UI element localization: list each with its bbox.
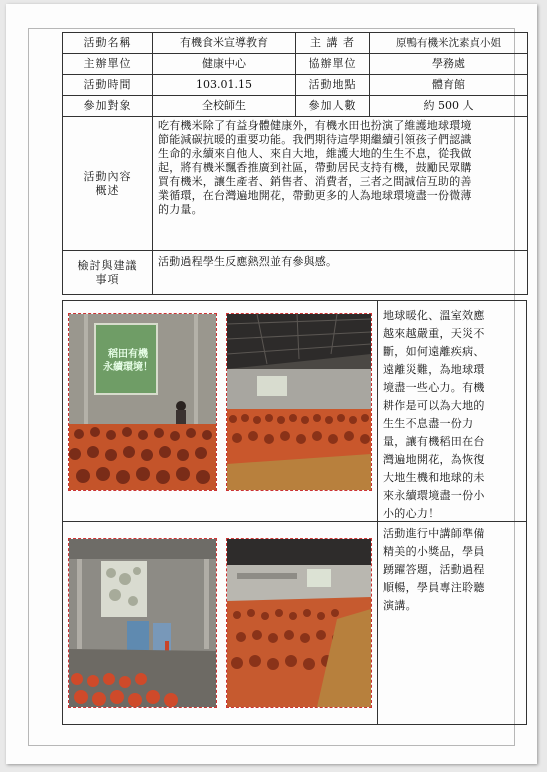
content-label bbox=[63, 117, 153, 251]
photo-grid bbox=[62, 300, 527, 725]
place-value: 體育館 bbox=[370, 75, 528, 96]
caption-line: 遠離災難，為地球環 bbox=[383, 363, 485, 376]
caption-line: 大地生機和地球的未 bbox=[383, 471, 485, 484]
row-review bbox=[63, 251, 528, 295]
caption-line: 活動進行中講師準備 bbox=[383, 527, 485, 540]
projector-screen-text bbox=[97, 348, 159, 374]
content-label-line1: 活動內容 bbox=[83, 169, 132, 183]
screen-text-line2: 永續環境！ bbox=[103, 362, 153, 373]
caption-line: 演講。 bbox=[383, 599, 417, 612]
caption-line: 生生不息盡一份力 bbox=[383, 417, 474, 430]
gym-wide-image bbox=[227, 539, 371, 707]
photo-gym-wide bbox=[226, 538, 372, 708]
content-line: 的力量。 bbox=[158, 203, 203, 216]
name-label: 活動名稱 bbox=[63, 33, 153, 54]
lecture-hall-image bbox=[69, 539, 216, 707]
row-name bbox=[63, 33, 528, 54]
caption-line: 來永續環境盡一份小 bbox=[383, 489, 485, 502]
coorganizer-value: 學務處 bbox=[370, 54, 528, 75]
speaker-label: 主 講 者 bbox=[296, 33, 370, 54]
caption-line: 耕作是可以為大地的 bbox=[383, 399, 485, 412]
caption-line: 斷，如何遠離疾病、 bbox=[383, 345, 485, 358]
date-label: 活動時間 bbox=[63, 75, 153, 96]
photo-gym-audience bbox=[226, 313, 372, 491]
content-line: 吃有機米除了有益身體健康外，有機水田也扮演了維護地球環境 bbox=[158, 119, 472, 132]
caption-line: 地球暖化、溫室效應 bbox=[383, 309, 485, 322]
caption-line: 精美的小獎品，學員 bbox=[383, 545, 485, 558]
lecture-stage-image bbox=[69, 314, 216, 490]
caption-quiz bbox=[383, 525, 523, 615]
speaker-value: 原鴨有機米沈素貞小姐 bbox=[370, 33, 528, 54]
organizer-label: 主辦單位 bbox=[63, 54, 153, 75]
count-value: 約 500 人 bbox=[370, 96, 528, 117]
caption-line: 量，讓有機稻田在台 bbox=[383, 435, 485, 448]
gym-audience-image bbox=[227, 314, 371, 490]
coorganizer-label: 協辦單位 bbox=[296, 54, 370, 75]
caption-line: 境盡一些心力。有機 bbox=[383, 381, 485, 394]
row-audience bbox=[63, 96, 528, 117]
date-value: 103.01.15 bbox=[153, 75, 296, 96]
audience-value: 全校師生 bbox=[153, 96, 296, 117]
content-line: 節能減碳抗暖的重要功能。我們期待這學期繼續引領孩子們認識 bbox=[158, 133, 472, 146]
caption-environment bbox=[383, 307, 523, 523]
review-label-line1: 檢討與建議 bbox=[77, 258, 138, 272]
caption-line: 順暢，學員專注聆聽 bbox=[383, 581, 485, 594]
content-label-line2: 概述 bbox=[95, 183, 120, 197]
caption-line: 灣遍地開花，為恢復 bbox=[383, 453, 485, 466]
content-line: 生命的永續來自他人、來自大地，維護大地的生生不息，從我做 bbox=[158, 147, 472, 160]
review-value: 活動過程學生反應熱烈並有參與感。 bbox=[153, 251, 528, 295]
activity-info-table bbox=[62, 32, 528, 295]
audience-label: 參加對象 bbox=[63, 96, 153, 117]
grid-vertical-divider bbox=[377, 301, 378, 724]
content-summary bbox=[153, 117, 528, 251]
photo-lecture-stage bbox=[68, 313, 217, 491]
review-label-line2: 事項 bbox=[95, 272, 120, 286]
photo-lecture-hall bbox=[68, 538, 217, 708]
caption-line: 踴躍答題，活動過程 bbox=[383, 563, 485, 576]
row-content bbox=[63, 117, 528, 251]
row-organizer bbox=[63, 54, 528, 75]
screen-text-line1: 稻田有機 bbox=[108, 349, 148, 360]
row-date bbox=[63, 75, 528, 96]
review-label bbox=[63, 251, 153, 295]
content-line: 起，將有機米飄香推廣到社區，帶動居民支持有機，鼓勵民眾購 bbox=[158, 161, 472, 174]
count-label: 參加人數 bbox=[296, 96, 370, 117]
caption-line: 越來越嚴重，天災不 bbox=[383, 327, 485, 340]
organizer-value: 健康中心 bbox=[153, 54, 296, 75]
name-value: 有機食米宣導教育 bbox=[153, 33, 296, 54]
place-label: 活動地點 bbox=[296, 75, 370, 96]
caption-line: 小的心力！ bbox=[383, 507, 440, 520]
content-line: 買有機米，讓生產者、銷售者、消費者，三者之間誠信互助的善 bbox=[158, 175, 472, 188]
content-line: 業循環，在台灣遍地開花，帶動更多的人為地球環境盡一份微薄 bbox=[158, 189, 472, 202]
